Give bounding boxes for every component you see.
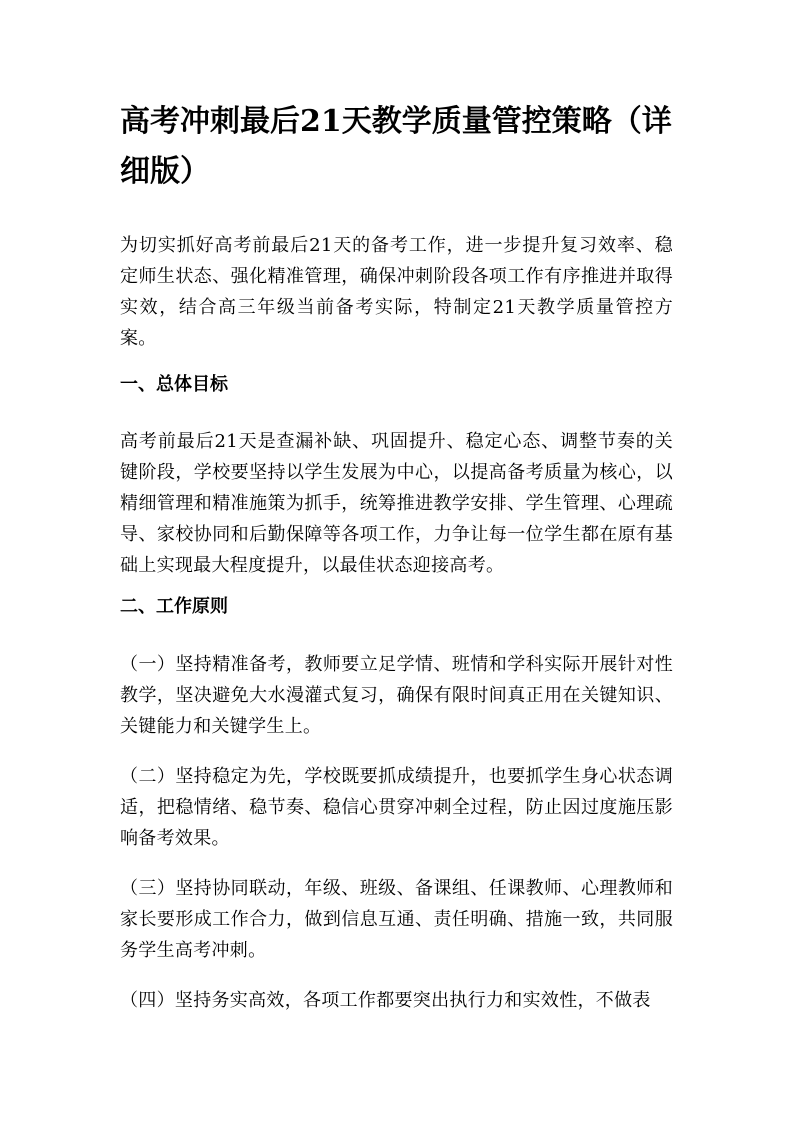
section-heading-principles: 二、工作原则 — [120, 596, 228, 617]
document-title: 高考冲刺最后21天教学质量管控策略（详细版） — [120, 104, 672, 189]
intro-paragraph: 为切实抓好高考前最后21天的备考工作，进一步提升复习效率、稳定师生状态、强化精准管理，确保冲刺阶段各项工作有序推进并取得实效，结合高三年级当前备考实际，特制定21天教学质量管控方案。 — [120, 235, 673, 349]
principle-paragraph-2: （二）坚持稳定为先，学校既要抓成绩提升，也要抓学生身心状态调适，把稳情绪、稳节奏、稳信心贯穿冲刺全过程，防止因过度施压影响备考效果。 — [120, 766, 673, 849]
principle-paragraph-1: （一）坚持精准备考，教师要立足学情、班情和学科实际开展针对性教学，坚决避免大水漫灌式复习，确保有限时间真正用在关键知识、关键能力和关键学生上。 — [120, 654, 673, 737]
section-heading-goals: 一、总体目标 — [120, 374, 228, 395]
principle-paragraph-4: （四）坚持务实高效，各项工作都要突出执行力和实效性，不做表 — [120, 990, 651, 1011]
goals-paragraph: 高考前最后21天是查漏补缺、巩固提升、稳定心态、调整节奏的关键阶段，学校要坚持以学生发展为中心，以提高备考质量为核心，以精细管理和精准施策为抓手，统筹推进教学安排、学生管理、心理疏导、家校协同和后勤保障等各项工作，力争让每一位学生都在原有基础上实现最大程度提升，以最佳状态迎接高考。 — [120, 431, 673, 576]
principle-paragraph-3: （三）坚持协同联动，年级、班级、备课组、任课教师、心理教师和家长要形成工作合力，做到信息互通、责任明确、措施一致，共同服务学生高考冲刺。 — [120, 878, 673, 961]
